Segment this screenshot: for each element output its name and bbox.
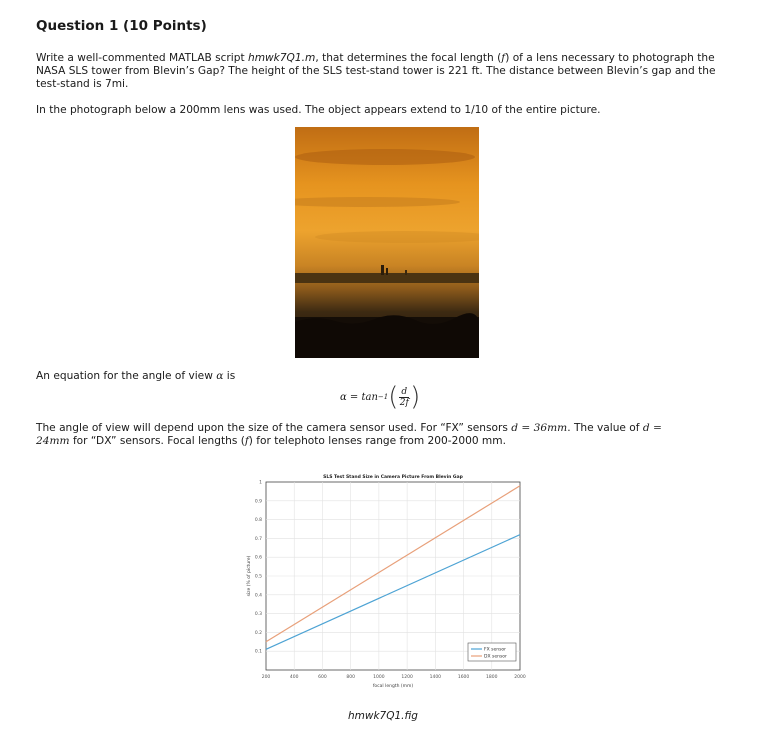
photo-description: In the photograph below a 200mm lens was used. The object appears extend to 1/10 of the entire picture. bbox=[36, 104, 601, 116]
sunset-photo bbox=[295, 127, 479, 358]
figure-caption: hmwk7Q1.fig bbox=[348, 710, 418, 722]
y-tick-label: 0.5 bbox=[254, 574, 262, 580]
y-tick-label: 0.1 bbox=[254, 649, 262, 655]
x-tick-label: 1400 bbox=[429, 675, 442, 680]
problem-statement: Write a well-commented MATLAB script hmwk7Q1.m, that determines the focal length (f) of a lens necessary to photograph the NASA SLS tower from Blevin’s Gap? The height of the SLS test-stand tower is 221 ft. The distance between Blevin’s gap and the test-stand is 7mi. bbox=[36, 52, 716, 90]
x-tick-label: 200 bbox=[261, 675, 271, 680]
x-tick-label: 400 bbox=[289, 675, 299, 680]
chart-title: SLS Test Stand Size in Camera Picture From Blevin Gap bbox=[323, 475, 463, 480]
x-tick-label: 1600 bbox=[457, 675, 470, 680]
y-tick-label: 0.9 bbox=[254, 499, 262, 505]
x-tick-label: 1200 bbox=[401, 675, 413, 680]
y-tick-label: 0.7 bbox=[254, 536, 262, 542]
focal-length-chart bbox=[240, 470, 530, 695]
y-tick-label: 0.4 bbox=[254, 593, 262, 599]
question-title: Question 1 (10 Points) bbox=[36, 18, 207, 34]
x-tick-label: 600 bbox=[318, 675, 327, 680]
angle-of-view-equation: α = tan −1 ( $\frac{d}{2f}$ ) bbox=[340, 382, 421, 412]
x-tick-label: 2000 bbox=[514, 675, 526, 680]
x-axis-label: focal length (mm) bbox=[372, 684, 414, 689]
y-axis-label: size (% of picture) bbox=[247, 555, 252, 597]
angle-of-view-intro: An equation for the angle of view α is bbox=[36, 370, 236, 382]
y-tick-label: 1 bbox=[259, 480, 262, 486]
legend-label-1: FX sensor bbox=[484, 647, 507, 653]
legend-label-2: DX sensor bbox=[484, 654, 507, 660]
y-tick-label: 0.2 bbox=[254, 630, 262, 636]
x-tick-label: 1800 bbox=[486, 675, 498, 680]
x-tick-label: 1000 bbox=[373, 675, 385, 680]
y-tick-label: 0.3 bbox=[254, 612, 262, 618]
x-tick-label: 800 bbox=[346, 675, 355, 680]
y-tick-label: 0.8 bbox=[254, 518, 262, 524]
y-tick-label: 0.6 bbox=[254, 555, 262, 561]
sensor-description: The angle of view will depend upon the size of the camera sensor used. For “FX” sensors d = 36mm. The value of d = 24mm for “DX” sensors. Focal lengths (f) for telephoto lenses range from 200-2000 mm. bbox=[36, 422, 662, 447]
script-name: hmwk7Q1.m bbox=[247, 52, 316, 64]
